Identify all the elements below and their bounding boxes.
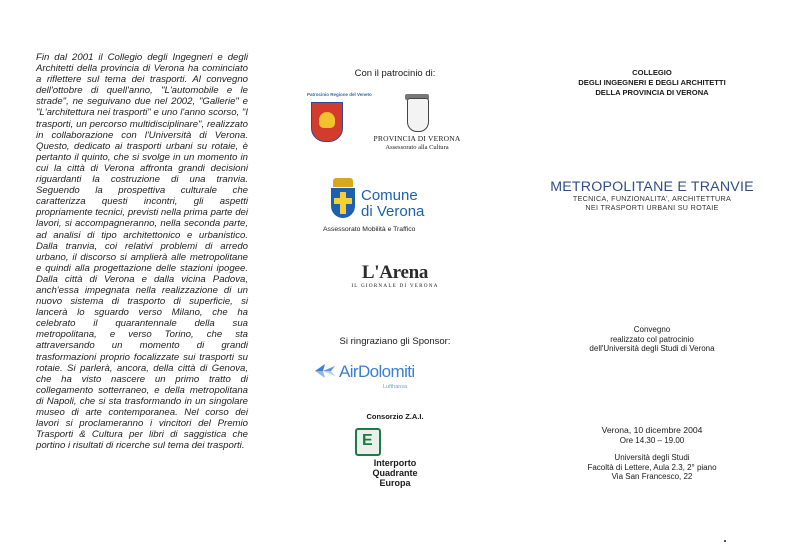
intro-paragraph: Fin dal 2001 il Collegio degli Ingegneri e degli Architetti della provincia di Verona ha cominciato a riflettere sul tema dei trasporti. Al convegno dell'ottobre di quell'anno, "L'automobile e le strade", ne seguivano due nel 2002, "Gallerie" e "L'architettura nei trasporti" e uno l'anno scorso, "I trasporti, un percorso multidisciplinare", realizzato in collaborazione con l'Università di Verona. Questo, dedicato ai trasporti urbani su rotaie, è pertanto il quinto, che si svolge in un momento in cui la città di Verona affronta grandi decisioni riguardanti la costruzione di una tranvia. Seguendo la prospettiva culturale che caratterizza questi incontri, gli aspetti propriamente tecnici, previsti nella prima parte dei lavori, si accompagneranno, nella seconda parte, ad analisi di tipo architettonico e urbanistico. Dalla tranvia, coi relativi problemi di arredo urbano, il discorso si amplierà alle metropolitane e quindi alla progettazione delle stazioni ipogee. Dalla città di Verona e dalla vicina Padova, anch'essa impegnata nella realizzazione di un nuovo sistema di trasporto di superficie, si lancerà lo sguardo verso Milano, che ha celebrato il quarantennale della sua metropolitana, e verso Torino, che sta attraversando un momento di grandi trasformazioni proprio focalizzate sui trasporti su rotaie. Si parlerà, ancora, della città di Genova, che ha visto nascere un primo tratto di collegamento sotterraneo, e della metropolitana di Napoli, che si sta trasformando in un singolare museo di arte contemporanea. Nel corso dei lavori si proclameranno i vincitori del Premio Trasporti & Cultura per libri di saggistica che portino i risultati di ricerche sul tema dei trasporti.	[36, 52, 248, 452]
patrocinio-label: Con il patrocinio di:	[354, 68, 436, 79]
subtitle-line1: TECNICA, FUNZIONALITA', ARCHITETTURA	[572, 194, 732, 203]
event-title: METROPOLITANE E TRANVIE	[550, 179, 754, 195]
intro-text-column	[36, 52, 248, 451]
comune-verona-logo	[323, 178, 471, 238]
subtitle-line2: NEI TRASPORTI URBANI SU ROTAIE	[585, 203, 719, 212]
date-venue-block	[522, 426, 782, 482]
convegno-line3: dell'Università degli Studi di Verona	[589, 344, 715, 353]
consorzio-label: Consorzio Z.A.I.	[366, 412, 424, 421]
venue-line2: Facoltà di Lettere, Aula 2.3, 2° piano	[587, 462, 717, 472]
interporto-line3: Europa	[379, 478, 411, 488]
arena-name: L'Arena	[361, 262, 429, 283]
collegio-heading	[522, 68, 782, 98]
regione-label: Patrocinio Regione del Veneto	[307, 92, 372, 97]
comune-line2: di Verona	[361, 203, 425, 220]
convegno-line2: realizzato col patrocinio	[610, 334, 694, 344]
patrons-sponsors-column	[295, 0, 495, 558]
sponsor-label: Si ringraziano gli Sponsor:	[339, 336, 451, 347]
airdolomiti-logo	[313, 358, 493, 398]
interporto-logo-icon: E	[355, 428, 381, 456]
collegio-line1: COLLEGIO	[632, 68, 672, 77]
arena-subtitle: IL GIORNALE DI VERONA	[351, 283, 439, 289]
venue-line3: Via San Francesco, 22	[611, 472, 693, 481]
comune-crown-icon	[333, 178, 353, 187]
interporto-line2: Quadrante	[372, 468, 418, 478]
lion-icon	[319, 112, 335, 128]
airdolomiti-mark-icon	[313, 362, 339, 380]
provincia-name: PROVINCIA DI VERONA	[373, 134, 461, 143]
event-date: Verona, 10 dicembre 2004	[601, 425, 703, 435]
event-time: Ore 14.30 – 19.00	[619, 435, 685, 445]
cross-bar-icon	[334, 198, 352, 204]
provincia-subtitle: Assessorato alla Cultura	[385, 144, 449, 151]
airdolomiti-subtitle: Lufthansa	[383, 384, 408, 390]
regione-veneto-logo	[307, 92, 372, 142]
scan-speck	[724, 540, 726, 542]
provincia-crest-icon	[407, 98, 429, 132]
interporto-name	[295, 458, 495, 488]
collegio-line3: DELLA PROVINCIA DI VERONA	[595, 88, 709, 97]
event-info-column	[522, 0, 782, 558]
airdolomiti-name: AirDolomiti	[339, 362, 415, 381]
arena-logo	[295, 262, 495, 289]
regione-shield-icon	[311, 102, 343, 142]
comune-subtitle: Assessorato Mobilità e Traffico	[323, 226, 416, 233]
collegio-line2: DEGLI INGEGNERI E DEGLI ARCHITETTI	[578, 78, 726, 87]
provincia-verona-logo	[355, 98, 475, 158]
interporto-line1: Interporto	[373, 458, 417, 468]
comune-line1: Comune	[361, 187, 418, 204]
convegno-line1: Convegno	[633, 325, 671, 334]
comune-name	[361, 188, 424, 220]
event-subtitle	[522, 194, 782, 212]
convegno-block	[522, 325, 782, 354]
venue-line1: Università degli Studi	[614, 453, 690, 462]
